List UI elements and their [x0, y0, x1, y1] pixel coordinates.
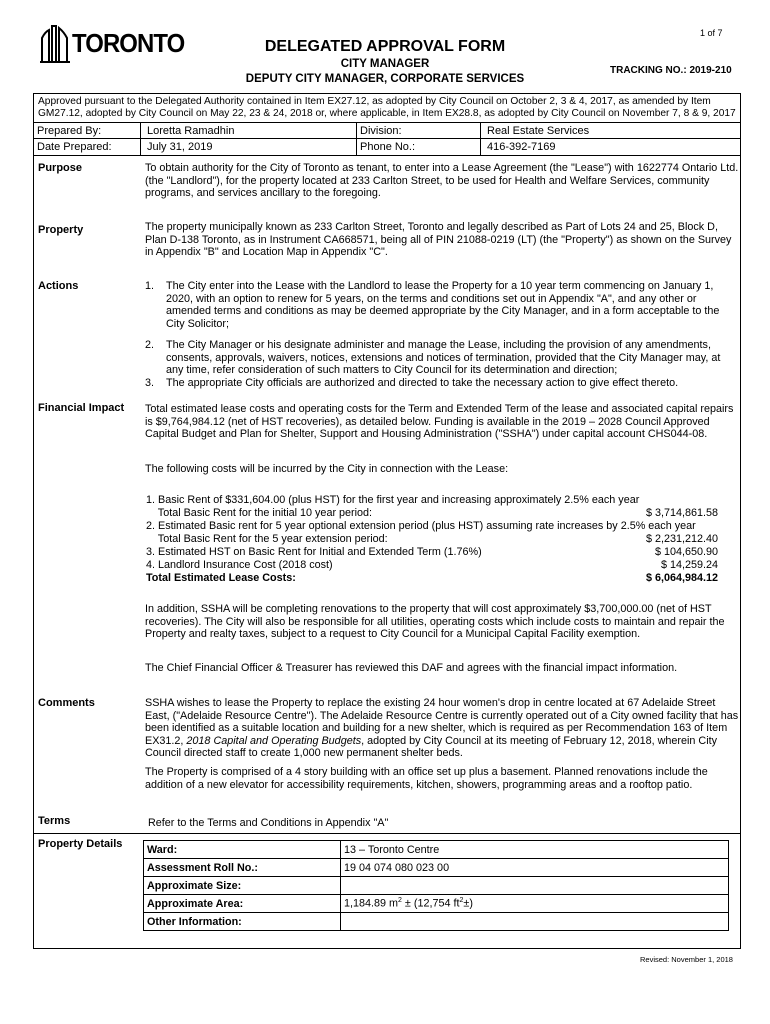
detail-value [341, 913, 729, 931]
area-superscript: 2 [398, 897, 402, 905]
table-row [144, 913, 729, 931]
tracking-number: TRACKING NO.: 2019-210 [610, 65, 732, 76]
detail-key: Approximate Size: [144, 877, 341, 895]
total-cost-line [146, 572, 718, 584]
divider [140, 122, 141, 155]
division-value: Real Estate Services [487, 125, 590, 137]
property-details-table [143, 840, 729, 931]
divider [480, 122, 481, 155]
total-cost-amount: $ 6,064,984.12 [645, 572, 718, 584]
cost-line [146, 559, 718, 571]
area-value: ±) [463, 897, 473, 910]
table-row [144, 859, 729, 877]
date-prepared-value: July 31, 2019 [147, 141, 213, 153]
comments-text: , adopted by City Council at its meeting of February 12, 2018, wherein City Council directed staff to create 1,000 new permanent shelter beds. [145, 734, 717, 759]
action-item: The City Manager or his designate administer and manage the Lease, including the provision of any amendments, consents, approvals, waivers, notices, extensions and notices of termination, provided that the City Manager may, at any time, refer consideration of such matters to City Council for its determination and direction; [166, 339, 721, 376]
phone-label: Phone No.: [360, 141, 416, 153]
page-number: 1 of 7 [700, 28, 723, 38]
comments-paragraph: The Property is comprised of a 4 story building with an office set up plus a basement. Planned renovations include the addition of a new elevator for accessibility requirements, kitchen, showers, programming areas and a rooftop patio. [145, 766, 708, 791]
detail-value: 19 04 074 080 023 00 [341, 859, 729, 877]
area-value: ± (12,754 ft [401, 897, 460, 910]
phone-value: 416-392-7169 [487, 141, 556, 153]
divider [356, 122, 357, 155]
form-title: DELEGATED APPROVAL FORM [264, 38, 506, 55]
action-number: 2. [145, 339, 155, 351]
financial-paragraph: The Chief Financial Officer & Treasurer has reviewed this DAF and agrees with the financial impact information. [145, 662, 678, 674]
cost-line [146, 520, 726, 532]
cost-amount: $ 14,259.24 [660, 559, 718, 571]
cost-line [146, 494, 718, 506]
table-row [144, 877, 729, 895]
detail-key: Approximate Area: [144, 895, 341, 913]
approval-statement: Approved pursuant to the Delegated Authority contained in Item EX27.12, as adopted by City Council on October 2, 3 & 4, 2017, as amended by Item GM27.12, adopted by City Council on May 22, 23 & 24, 2018 or, where applicable, in Item EX28.8, as adopted by City Council on November 7, 8 & 9, 2017 [38, 96, 736, 119]
financial-paragraph: In addition, SSHA will be completing renovations to the property that will cost approximately $3,700,000.00 (net of HST recoveries). The City will also be responsible for all utilities, operating costs which include costs to maintain and repair the Property and realty taxes, subject to a request to City Council for a Municipal Capital Facility exemption. [145, 603, 725, 640]
financial-paragraph: The following costs will be incurred by the City in connection with the Lease: [145, 463, 509, 475]
property-label: Property [38, 224, 84, 236]
comments-text: SSHA wishes to lease the Property to replace the existing 24 hour women's drop in centre located at 67 Adelaide Street East, ("Adelaide Resource Centre"). The Adelaide Resource Centre is currently operated out of a City owned facility that has been identified as a suitable location and building for a new shelter, which is required as per Recommendation 163 of Item EX31.2, [145, 697, 739, 747]
detail-value [341, 877, 729, 895]
prepared-by-label: Prepared By: [37, 125, 102, 137]
terms-text: Refer to the Terms and Conditions in Appendix "A" [148, 817, 389, 829]
detail-value [341, 895, 729, 913]
purpose-text: To obtain authority for the City of Toronto as tenant, to enter into a Lease Agreement (the "Lease") with 1622774 Ontario Ltd. (the "Landlord"), for the property located at 233 Carlton Street, to be used for Health and Welfare Services, community programs, and services ancillary to the foregoing. [145, 162, 739, 199]
total-cost-label: Total Estimated Lease Costs: [146, 572, 296, 584]
property-text: The property municipally known as 233 Carlton Street, Toronto and legally described as Part of Lots 24 and 25, Block D, Plan D-138 Toronto, as in Instrument CA668571, being all of PIN 21088-0219 (LT) (the "Property") as shown on the Survey in Appendix "B" and Location Map in Appendix "C". [145, 221, 732, 258]
cost-description: 2. Estimated Basic rent for 5 year optional extension period (plus HST) assuming rate increases by 2.5% each year [146, 520, 696, 532]
cost-amount: $ 2,231,212.40 [645, 533, 718, 545]
date-prepared-label: Date Prepared: [37, 141, 112, 153]
cost-amount: $ 104,650.90 [654, 546, 718, 558]
revision-date: Revised: November 1, 2018 [640, 955, 733, 964]
detail-value: 13 – Toronto Centre [341, 841, 729, 859]
comments-label: Comments [38, 697, 95, 709]
cost-line [146, 546, 718, 558]
table-row [144, 895, 729, 913]
comments-italic-title: 2018 Capital and Operating Budgets [186, 734, 362, 747]
cost-description: 4. Landlord Insurance Cost (2018 cost) [146, 559, 333, 571]
financial-paragraph: Total estimated lease costs and operating costs for the Term and Extended Term of the lease and associated capital repairs is $9,764,984.12 (net of HST recoveries), as detailed below. Funding is available in the 2019 – 2028 Council Approved Capital Budget and Plan for Shelter, Support and Housing Administration ("SSHA") under capital account CHS044-08. [145, 403, 734, 440]
cost-description: Total Basic Rent for the initial 10 year period: [146, 507, 373, 519]
divider [33, 155, 741, 156]
detail-key: Assessment Roll No.: [144, 859, 341, 877]
cost-description: 3. Estimated HST on Basic Rent for Initial and Extended Term (1.76%) [146, 546, 482, 558]
logo-wordmark: TORONTO [72, 28, 185, 58]
cost-description: 1. Basic Rent of $331,604.00 (plus HST) for the first year and increasing approximately 2.5% each year [146, 494, 640, 506]
actions-label: Actions [38, 280, 79, 292]
comments-paragraph [145, 697, 741, 760]
division-label: Division: [360, 125, 402, 137]
area-value: 1,184.89 m [344, 897, 399, 910]
form-subtitle-deputy: DEPUTY CITY MANAGER, CORPORATE SERVICES [245, 73, 525, 85]
cost-description: Total Basic Rent for the 5 year extension period: [146, 533, 388, 545]
property-details-label: Property Details [38, 838, 123, 850]
terms-label: Terms [38, 815, 71, 827]
action-number: 3. [145, 377, 155, 389]
financial-impact-label: Financial Impact [38, 402, 125, 414]
action-item: The appropriate City officials are authorized and directed to take the necessary action to give effect thereto. [166, 377, 679, 389]
action-number: 1. [145, 280, 155, 292]
table-row [144, 841, 729, 859]
detail-key: Other Information: [144, 913, 341, 931]
area-superscript: 2 [459, 897, 464, 905]
detail-key: Ward: [144, 841, 341, 859]
cost-line [146, 533, 718, 545]
cost-line [146, 507, 718, 519]
form-subtitle-city-manager: CITY MANAGER [340, 58, 430, 70]
purpose-label: Purpose [38, 162, 83, 174]
divider [33, 833, 741, 834]
prepared-by-value: Loretta Ramadhin [147, 125, 235, 137]
action-item: The City enter into the Lease with the Landlord to lease the Property for a 10 year term commencing on January 1, 2020, with an option to renew for 5 years, on the terms and conditions set out in Appendix "A", and any other or amended terms and conditions as may be deemed appropriate by the City Manager, and in a form acceptable to the City Solicitor; [166, 280, 720, 330]
cost-amount: $ 3,714,861.58 [645, 507, 718, 519]
